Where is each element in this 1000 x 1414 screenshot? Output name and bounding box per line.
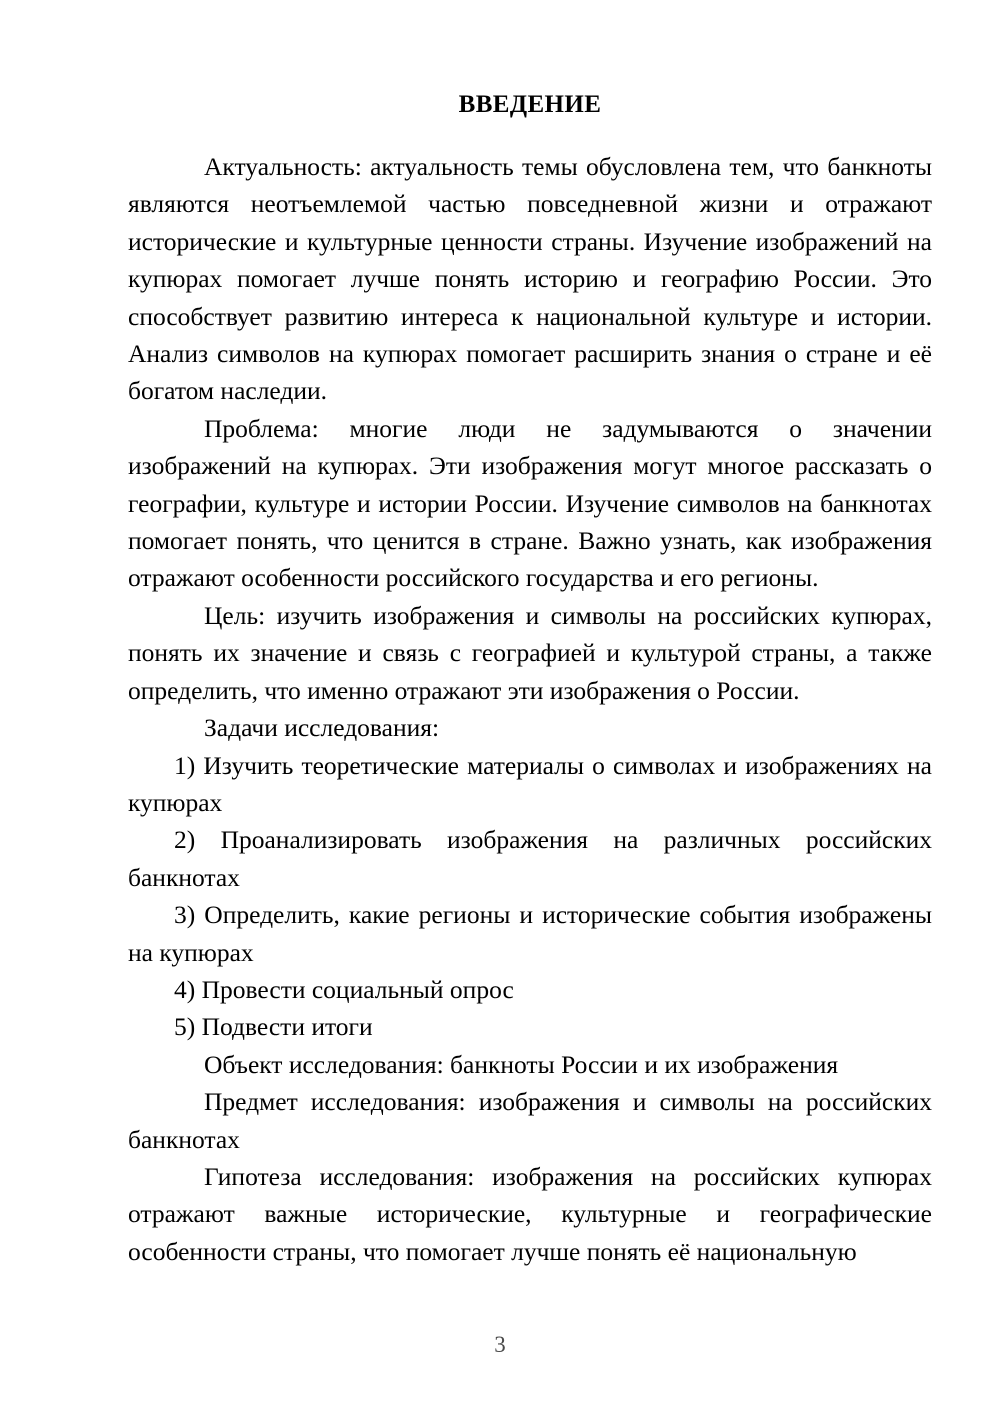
task-item-3: 3) Определить, какие регионы и исторические события изображены на купюрах (128, 900, 932, 967)
tasks-heading: Задачи исследования: (204, 713, 440, 743)
paragraph-subject-of-study: Предмет исследования: изображения и символы на российских банкнотах (128, 1087, 932, 1154)
page-content (128, 86, 932, 1270)
page-number: 3 (494, 1332, 506, 1357)
paragraph-goal: Цель: изучить изображения и символы на российских купюрах, понять их значение и связь с географией и культурой страны, а также определить, что именно отражают эти изображения о России. (128, 600, 932, 705)
paragraph-object-of-study: Объект исследования: банкноты России и их изображения (204, 1049, 839, 1079)
paragraph-problem: Проблема: многие люди не задумываются о значении изображений на купюрах. Эти изображения могут многое рассказать о географии, культуре и истории России. Изучение символов на банкнотах помогает понять, что ценится в стране. Важно узнать, как изображения отражают особенности российского государства и его регионы. (128, 413, 932, 593)
paragraph-hypothesis: Гипотеза исследования: изображения на российских купюрах отражают важные исторические, культурные и географические особенности страны, что помогает лучше понять её национальную (128, 1161, 932, 1266)
task-item-4: 4) Провести социальный опрос (174, 974, 514, 1004)
task-item-1: 1) Изучить теоретические материалы о символах и изображениях на купюрах (128, 750, 932, 817)
task-item-2: 2) Проанализировать изображения на различных российских банкнотах (128, 825, 932, 892)
page-title: ВВЕДЕНИЕ (458, 91, 602, 118)
paragraph-relevance: Актуальность: актуальность темы обусловлена тем, что банкноты являются неотъемлемой частью повседневной жизни и отражают исторические и культурные ценности страны. Изучение изображений на купюрах помогает лучше понять историю и географию России. Это способствует развитию интереса к национальной культуре и истории. Анализ символов на купюрах помогает расширить знания о стране и её богатом наследии. (128, 152, 932, 406)
task-item-5: 5) Подвести итоги (174, 1012, 373, 1042)
